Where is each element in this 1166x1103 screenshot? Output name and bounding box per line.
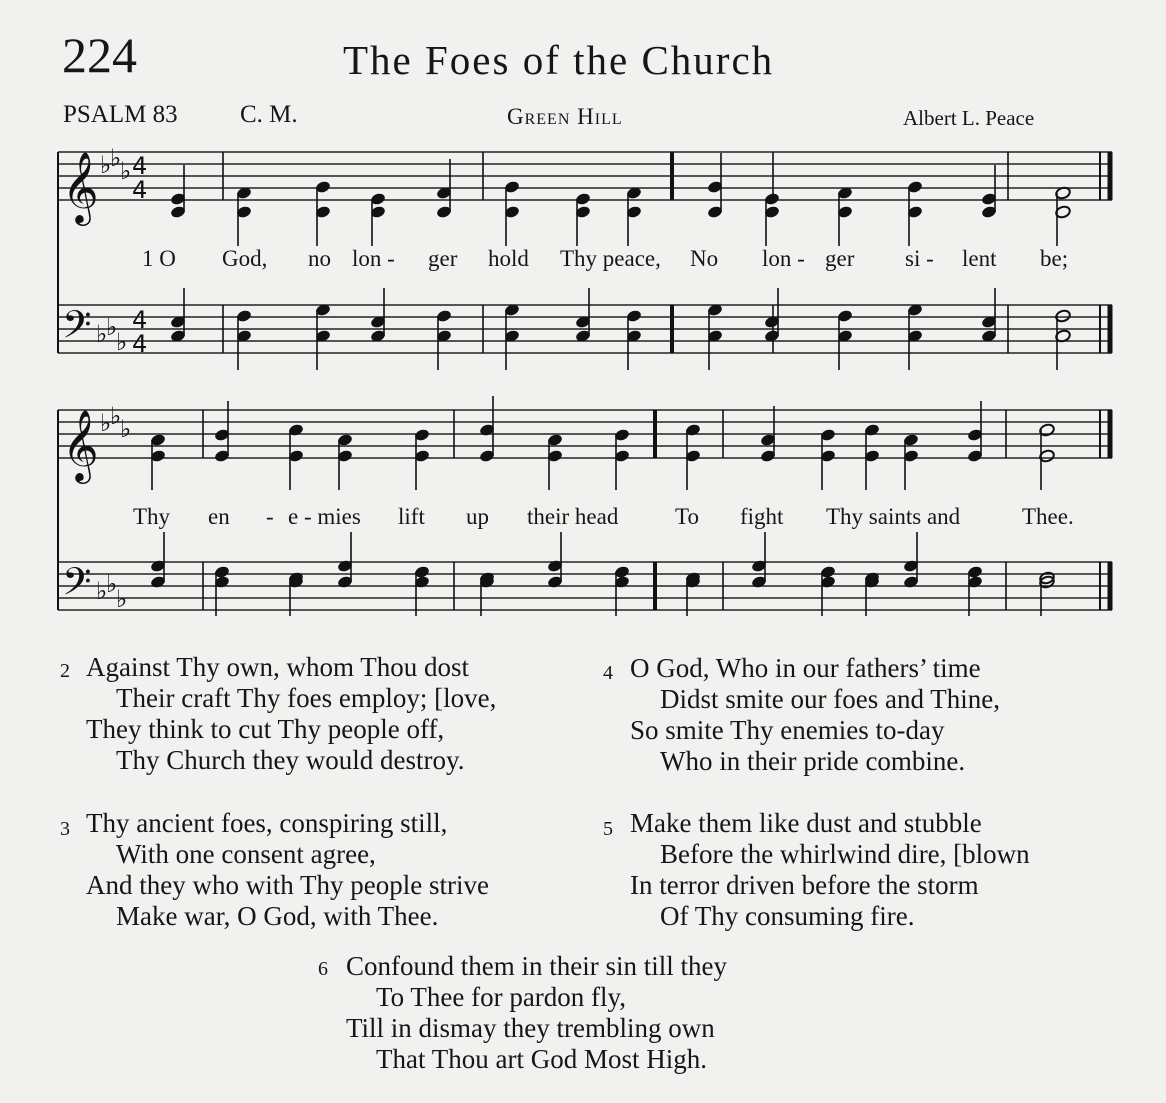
verse-line: And they who with Thy people strive bbox=[86, 870, 489, 900]
lyric-syllable: en bbox=[208, 504, 230, 529]
lyric-syllable: no bbox=[308, 246, 331, 271]
clefs bbox=[62, 144, 147, 613]
lyric-syllable: hold bbox=[488, 246, 529, 271]
lyric-syllable: ger bbox=[428, 246, 458, 271]
verse-number: 2 bbox=[60, 660, 70, 682]
verse-line: O God, Who in our fathers’ time bbox=[630, 653, 981, 683]
verse-line: Against Thy own, whom Thou dost bbox=[86, 652, 470, 682]
flat-icon: ♭ bbox=[116, 585, 128, 613]
barlines bbox=[58, 152, 1110, 610]
verse-number: 4 bbox=[603, 662, 613, 684]
lyric-syllable: lift bbox=[398, 504, 425, 529]
time-signature: 4 bbox=[132, 330, 148, 358]
verse-line: Their craft Thy foes employ; [love, bbox=[116, 683, 497, 713]
time-signature: 4 bbox=[132, 152, 148, 180]
verse-line: Make war, O God, with Thee. bbox=[116, 901, 439, 931]
flat-icon: ♭ bbox=[120, 157, 132, 185]
lyric-syllable: fight bbox=[740, 504, 784, 529]
psalm-reference: PSALM 83 bbox=[63, 101, 178, 128]
verse-line: Didst smite our foes and Thine, bbox=[660, 684, 1000, 714]
verse-line: With one consent agree, bbox=[116, 839, 376, 869]
verse-line: Confound them in their sin till they bbox=[346, 951, 727, 981]
lyric-syllable: Thee. bbox=[1022, 504, 1074, 529]
lyric-syllable: God, bbox=[222, 246, 268, 271]
hymn-number: 224 bbox=[62, 27, 137, 83]
flat-icon: ♭ bbox=[100, 409, 112, 437]
verse-line: In terror driven before the storm bbox=[630, 870, 979, 900]
verse-line: Before the whirlwind dire, [blown bbox=[660, 839, 1030, 869]
lyric-syllable: be; bbox=[1040, 246, 1069, 271]
composer: Albert L. Peace bbox=[903, 106, 1035, 130]
meter: C. M. bbox=[240, 101, 298, 128]
hymn-title: The Foes of the Church bbox=[343, 37, 775, 83]
flat-icon: ♭ bbox=[106, 570, 118, 598]
flat-icon: ♭ bbox=[106, 313, 118, 341]
verse-number: 5 bbox=[603, 818, 613, 840]
tune-name: Green Hill bbox=[507, 104, 623, 129]
time-signature: 4 bbox=[132, 176, 148, 204]
treble-clef-icon: 𝄞 bbox=[62, 408, 99, 481]
verse-4 bbox=[630, 653, 1000, 777]
verse-5 bbox=[630, 808, 1030, 932]
time-signature: 4 bbox=[132, 306, 148, 334]
staff-lines bbox=[58, 152, 1112, 610]
verse-line: Of Thy consuming fire. bbox=[660, 901, 915, 931]
lyric-syllable: To bbox=[675, 504, 699, 529]
verse-line: Thy Church they would destroy. bbox=[116, 745, 465, 775]
verse-line: So smite Thy enemies to-day bbox=[630, 715, 945, 745]
verse-line: Who in their pride combine. bbox=[660, 746, 966, 776]
flat-icon: ♭ bbox=[110, 144, 122, 172]
verse-line: To Thee for pardon fly, bbox=[376, 982, 627, 1012]
lyric-syllable: si - bbox=[905, 246, 934, 271]
verse-6 bbox=[346, 951, 727, 1075]
verse-line: Thy ancient foes, conspiring still, bbox=[86, 808, 448, 838]
notes bbox=[150, 153, 1072, 616]
lyric-syllable: Thy bbox=[133, 504, 171, 529]
flat-icon: ♭ bbox=[96, 577, 108, 605]
flat-icon: ♭ bbox=[100, 151, 112, 179]
verse-number: 3 bbox=[60, 818, 70, 840]
bass-clef-icon: 𝄢 bbox=[62, 559, 92, 613]
lyric-syllable: e - mies bbox=[288, 504, 361, 529]
verse-line: They think to cut Thy people off, bbox=[86, 714, 445, 744]
lyric-syllable: No bbox=[690, 246, 719, 271]
verse-number: 6 bbox=[318, 958, 328, 980]
verse-line: That Thou art God Most High. bbox=[376, 1044, 707, 1074]
lyric-syllable: ger bbox=[825, 246, 855, 271]
lyric-syllable: Thy saints and bbox=[826, 504, 961, 529]
verse-3 bbox=[86, 808, 489, 932]
flat-icon: ♭ bbox=[110, 402, 122, 430]
lyric-syllable: lent bbox=[962, 246, 997, 271]
flat-icon: ♭ bbox=[96, 320, 108, 348]
lyric-syllable: Thy peace, bbox=[560, 246, 661, 271]
flat-icon: ♭ bbox=[116, 328, 128, 356]
lyric-syllable: lon - bbox=[762, 246, 805, 271]
lyric-syllable: their head bbox=[527, 504, 619, 529]
lyric-syllable: up bbox=[466, 504, 489, 529]
flat-icon: ♭ bbox=[120, 415, 132, 443]
verse-line: Till in dismay they trembling own bbox=[346, 1013, 715, 1043]
treble-clef-icon: 𝄞 bbox=[62, 150, 99, 223]
lyric-syllable: - bbox=[266, 504, 274, 529]
lyric-syllable: 1 O bbox=[142, 246, 176, 271]
lyric-syllable: lon - bbox=[352, 246, 395, 271]
verse-line: Make them like dust and stubble bbox=[630, 808, 982, 838]
verse-2 bbox=[86, 652, 496, 776]
bass-clef-icon: 𝄢 bbox=[62, 302, 92, 356]
